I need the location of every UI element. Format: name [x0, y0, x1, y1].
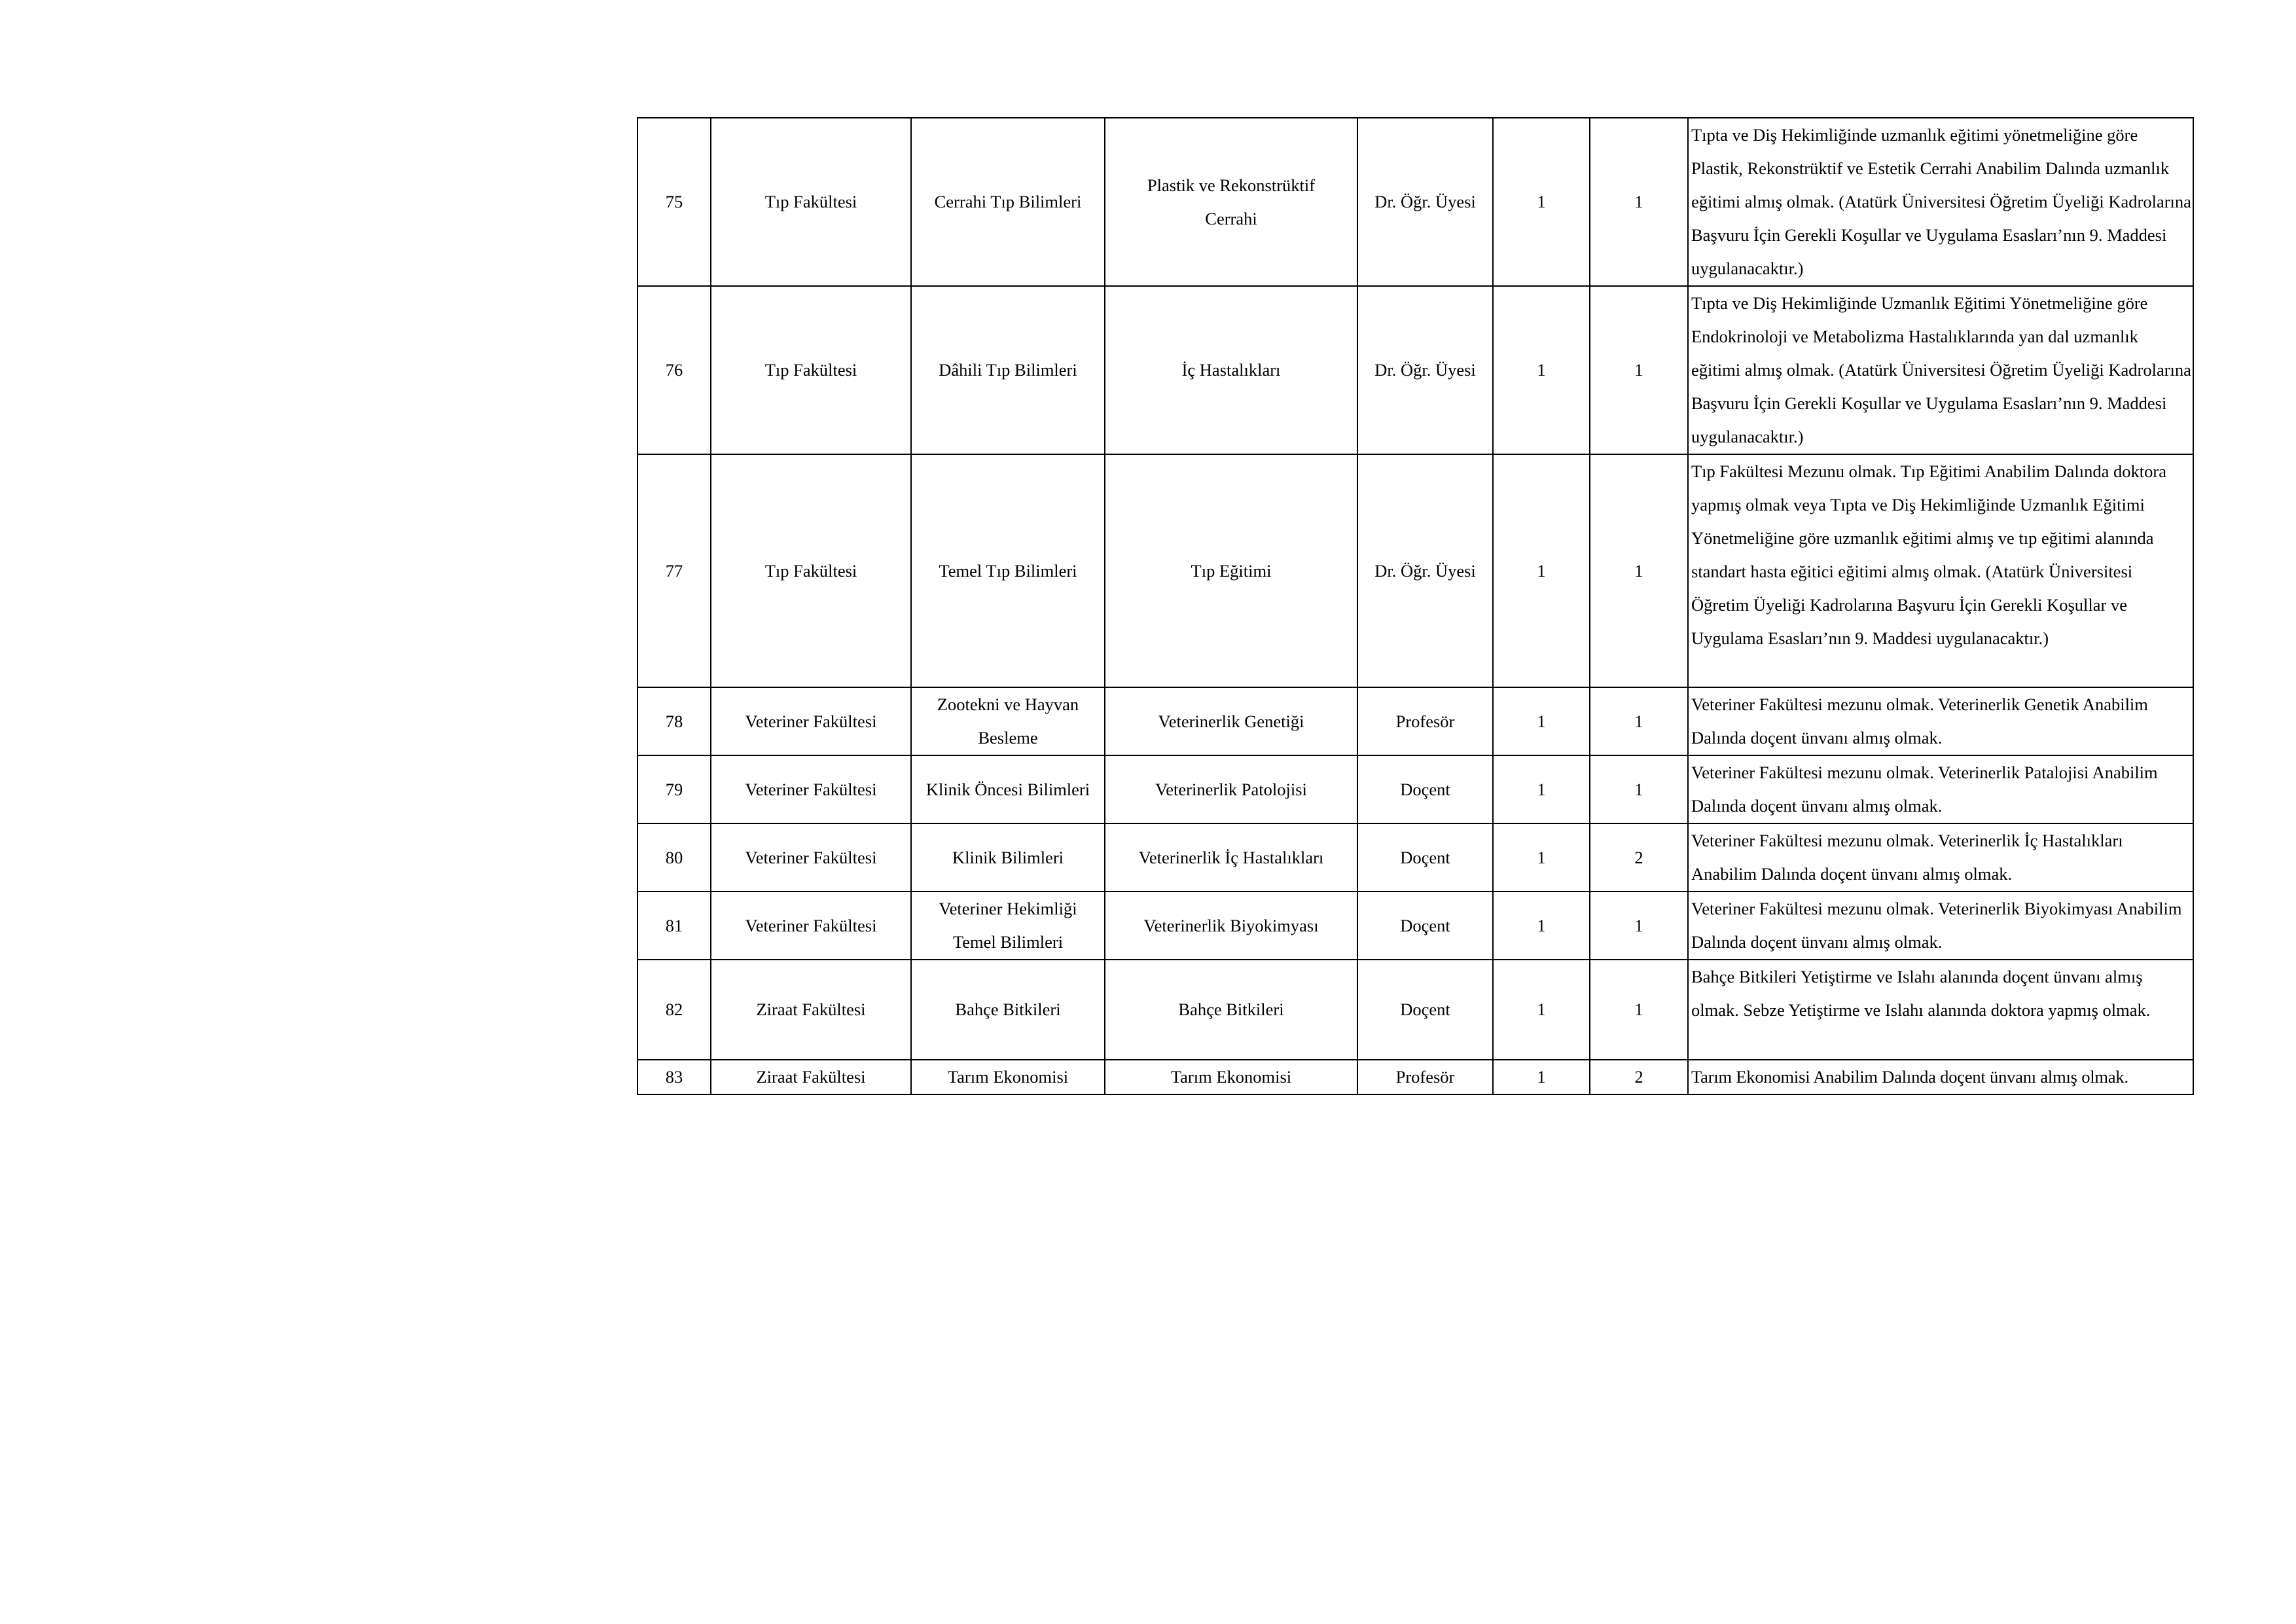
faculty-cell: Tıp Fakültesi	[711, 118, 911, 286]
staff-positions-table	[637, 117, 2194, 1095]
title-cell: Profesör	[1357, 687, 1493, 755]
row-number: 78	[637, 687, 711, 755]
department-cell: Tarım Ekonomisi	[911, 1060, 1105, 1094]
count-cell: 1	[1493, 286, 1590, 454]
table-row	[637, 755, 2193, 823]
title-cell: Dr. Öğr. Üyesi	[1357, 286, 1493, 454]
count-cell: 1	[1493, 960, 1590, 1060]
discipline-cell: Plastik ve Rekonstrüktif Cerrahi	[1105, 118, 1357, 286]
count-cell: 1	[1493, 892, 1590, 960]
title-cell: Dr. Öğr. Üyesi	[1357, 118, 1493, 286]
requirement-cell: Veteriner Fakültesi mezunu olmak. Veterinerlik İç Hastalıkları Anabilim Dalında doçent ünvanı almış olmak.	[1688, 823, 2193, 892]
row-number: 82	[637, 960, 711, 1060]
row-number: 81	[637, 892, 711, 960]
row-number: 76	[637, 286, 711, 454]
degree-cell: 1	[1590, 755, 1688, 823]
department-cell: Cerrahi Tıp Bilimleri	[911, 118, 1105, 286]
degree-cell: 1	[1590, 118, 1688, 286]
faculty-cell: Veteriner Fakültesi	[711, 687, 911, 755]
faculty-cell: Tıp Fakültesi	[711, 286, 911, 454]
table-row	[637, 118, 2193, 286]
table-row	[637, 960, 2193, 1060]
count-cell: 1	[1493, 755, 1590, 823]
faculty-cell: Ziraat Fakültesi	[711, 960, 911, 1060]
count-cell: 1	[1493, 687, 1590, 755]
table-row	[637, 286, 2193, 454]
degree-cell: 1	[1590, 454, 1688, 687]
title-cell: Doçent	[1357, 823, 1493, 892]
requirement-cell: Tıpta ve Diş Hekimliğinde uzmanlık eğitimi yönetmeliğine göre Plastik, Rekonstrüktif ve Estetik Cerrahi Anabilim Dalında uzmanlık eğitimi almış olmak. (Atatürk Üniversitesi Öğretim Üyeliği Kadrolarına Başvuru İçin Gerekli Koşullar ve Uygulama Esasları’nın 9. Maddesi uygulanacaktır.)	[1688, 118, 2193, 286]
count-cell: 1	[1493, 1060, 1590, 1094]
table-row	[637, 454, 2193, 687]
row-number: 83	[637, 1060, 711, 1094]
discipline-cell: Veterinerlik Biyokimyası	[1105, 892, 1357, 960]
department-cell: Temel Tıp Bilimleri	[911, 454, 1105, 687]
title-cell: Doçent	[1357, 960, 1493, 1060]
table-row	[637, 892, 2193, 960]
row-number: 79	[637, 755, 711, 823]
discipline-cell: Tarım Ekonomisi	[1105, 1060, 1357, 1094]
department-cell: Klinik Bilimleri	[911, 823, 1105, 892]
discipline-cell: Bahçe Bitkileri	[1105, 960, 1357, 1060]
department-cell: Dâhili Tıp Bilimleri	[911, 286, 1105, 454]
requirement-cell: Tıpta ve Diş Hekimliğinde Uzmanlık Eğitimi Yönetmeliğine göre Endokrinoloji ve Metabolizma Hastalıklarında yan dal uzmanlık eğitimi almış olmak. (Atatürk Üniversitesi Öğretim Üyeliği Kadrolarına Başvuru İçin Gerekli Koşullar ve Uygulama Esasları’nın 9. Maddesi uygulanacaktır.)	[1688, 286, 2193, 454]
row-number: 80	[637, 823, 711, 892]
requirement-cell: Veteriner Fakültesi mezunu olmak. Veterinerlik Biyokimyası Anabilim Dalında doçent ünvanı almış olmak.	[1688, 892, 2193, 960]
count-cell: 1	[1493, 118, 1590, 286]
faculty-cell: Ziraat Fakültesi	[711, 1060, 911, 1094]
discipline-cell: İç Hastalıkları	[1105, 286, 1357, 454]
row-number: 75	[637, 118, 711, 286]
requirement-cell: Tarım Ekonomisi Anabilim Dalında doçent ünvanı almış olmak.	[1688, 1060, 2193, 1094]
department-cell: Klinik Öncesi Bilimleri	[911, 755, 1105, 823]
department-cell: Bahçe Bitkileri	[911, 960, 1105, 1060]
faculty-cell: Tıp Fakültesi	[711, 454, 911, 687]
title-cell: Profesör	[1357, 1060, 1493, 1094]
table-row	[637, 1060, 2193, 1094]
discipline-cell: Tıp Eğitimi	[1105, 454, 1357, 687]
degree-cell: 2	[1590, 823, 1688, 892]
table-body	[637, 118, 2193, 1094]
degree-cell: 1	[1590, 960, 1688, 1060]
title-cell: Dr. Öğr. Üyesi	[1357, 454, 1493, 687]
department-cell: Zootekni ve Hayvan Besleme	[911, 687, 1105, 755]
degree-cell: 2	[1590, 1060, 1688, 1094]
degree-cell: 1	[1590, 892, 1688, 960]
faculty-cell: Veteriner Fakültesi	[711, 892, 911, 960]
requirement-cell: Bahçe Bitkileri Yetiştirme ve Islahı alanında doçent ünvanı almış olmak. Sebze Yetiştirme ve Islahı alanında doktora yapmış olmak.	[1688, 960, 2193, 1060]
department-cell: Veteriner Hekimliği Temel Bilimleri	[911, 892, 1105, 960]
row-number: 77	[637, 454, 711, 687]
discipline-cell: Veterinerlik Patolojisi	[1105, 755, 1357, 823]
title-cell: Doçent	[1357, 892, 1493, 960]
faculty-cell: Veteriner Fakültesi	[711, 823, 911, 892]
faculty-cell: Veteriner Fakültesi	[711, 755, 911, 823]
count-cell: 1	[1493, 823, 1590, 892]
title-cell: Doçent	[1357, 755, 1493, 823]
degree-cell: 1	[1590, 286, 1688, 454]
table-row	[637, 687, 2193, 755]
table-row	[637, 823, 2193, 892]
requirement-cell: Veteriner Fakültesi mezunu olmak. Veterinerlik Genetik Anabilim Dalında doçent ünvanı almış olmak.	[1688, 687, 2193, 755]
degree-cell: 1	[1590, 687, 1688, 755]
discipline-cell: Veterinerlik Genetiği	[1105, 687, 1357, 755]
count-cell: 1	[1493, 454, 1590, 687]
requirement-cell: Veteriner Fakültesi mezunu olmak. Veterinerlik Patalojisi Anabilim Dalında doçent ünvanı almış olmak.	[1688, 755, 2193, 823]
requirement-cell: Tıp Fakültesi Mezunu olmak. Tıp Eğitimi Anabilim Dalında doktora yapmış olmak veya Tıpta ve Diş Hekimliğinde Uzmanlık Eğitimi Yönetmeliğine göre uzmanlık eğitimi almış ve tıp eğitimi alanında standart hasta eğitici eğitimi almış olmak. (Atatürk Üniversitesi Öğretim Üyeliği Kadrolarına Başvuru İçin Gerekli Koşullar ve Uygulama Esasları’nın 9. Maddesi uygulanacaktır.)	[1688, 454, 2193, 687]
discipline-cell: Veterinerlik İç Hastalıkları	[1105, 823, 1357, 892]
